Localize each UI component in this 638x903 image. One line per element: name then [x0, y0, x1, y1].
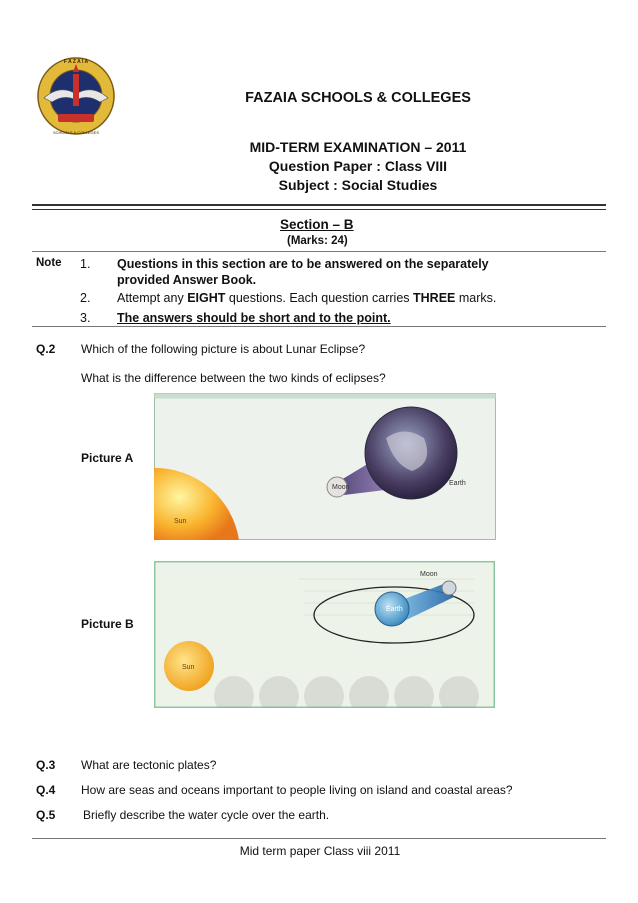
- note-top-rule: [32, 251, 606, 252]
- question-text: Briefly describe the water cycle over the earth.: [83, 808, 330, 822]
- picture-a-label: Picture A: [81, 451, 134, 465]
- picture-a-sun-label: Sun: [174, 518, 187, 525]
- question-label: Q.3: [36, 758, 56, 772]
- svg-text:SCHOOLS & COLLEGES: SCHOOLS & COLLEGES: [52, 130, 100, 135]
- note-item-1: [117, 256, 489, 288]
- question-text: What are tectonic plates?: [81, 758, 217, 772]
- note-label: Note: [36, 257, 62, 269]
- question-label: Q.5: [36, 808, 56, 822]
- question-text: How are seas and oceans important to people living on island and coastal areas?: [81, 783, 513, 797]
- note-item-1-line1: Questions in this section are to be answered on the separately: [117, 257, 489, 271]
- picture-b-eclipse-diagram: [154, 561, 495, 708]
- note-number: 1.: [80, 257, 91, 271]
- picture-a-earth-label: Earth: [449, 480, 466, 487]
- picture-a-eclipse-diagram: [154, 393, 496, 540]
- picture-b-label: Picture B: [81, 617, 134, 631]
- header-divider-thick: [32, 204, 606, 206]
- note-number: 2.: [80, 291, 91, 305]
- footer-rule: [32, 838, 606, 839]
- note-bottom-rule: [32, 326, 606, 327]
- picture-b-sun-label: Sun: [182, 664, 195, 671]
- question-subtext: What is the difference between the two kinds of eclipses?: [81, 371, 386, 385]
- question-label: Q.4: [36, 783, 56, 797]
- picture-b-moon-label: Moon: [420, 571, 438, 578]
- question-label: Q.2: [36, 342, 56, 356]
- exam-title: MID-TERM EXAMINATION – 2011: [249, 139, 467, 155]
- note-item-2: Attempt any EIGHT questions. Each question carries THREE marks.: [117, 291, 497, 305]
- school-name: FAZAIA SCHOOLS & COLLEGES: [245, 90, 471, 106]
- note-item-3: The answers should be short and to the point.: [117, 311, 391, 325]
- picture-b-earth-label: Earth: [386, 606, 403, 613]
- header-divider-thin: [32, 209, 606, 210]
- note-item-1-line2: provided Answer Book.: [117, 273, 257, 287]
- section-title: Section – B: [280, 217, 354, 232]
- section-marks: (Marks: 24): [287, 235, 348, 247]
- page-footer: Mid term paper Class viii 2011: [239, 844, 401, 858]
- svg-text:F A Z A I A: F A Z A I A: [63, 59, 89, 65]
- subject-title: Subject : Social Studies: [278, 177, 438, 193]
- picture-a-moon-label: Moon: [332, 484, 350, 491]
- class-title: Question Paper : Class VIII: [268, 158, 448, 174]
- note-number: 3.: [80, 311, 91, 325]
- question-text: Which of the following picture is about Lunar Eclipse?: [81, 342, 366, 356]
